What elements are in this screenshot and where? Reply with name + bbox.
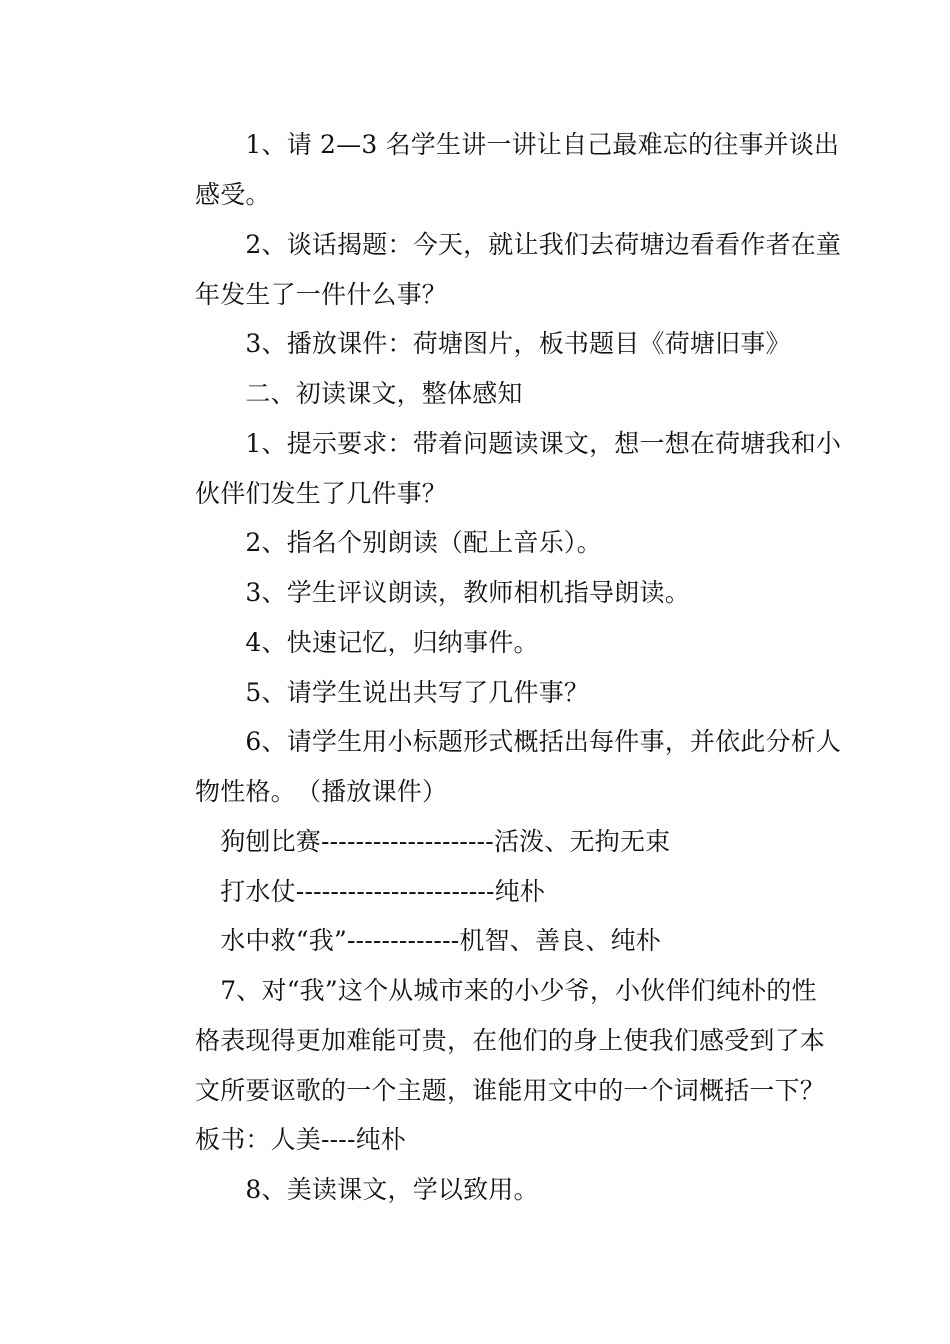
list-item: 狗刨比赛--------------------活泼、无拘无束 <box>195 827 671 856</box>
text-line: 文所要讴歌的一个主题，谁能用文中的一个词概括一下？ <box>195 1076 826 1105</box>
text-line: 年发生了一件什么事？ <box>195 280 448 309</box>
text-line: 7、对“我”这个从城市来的小少爷，小伙伴们纯朴的性 <box>195 976 817 1005</box>
text-line: 板书：人美----纯朴 <box>195 1125 406 1154</box>
text-line: 3、学生评议朗读，教师相机指导朗读。 <box>195 578 690 607</box>
text-line: 格表现得更加难能可贵，在他们的身上使我们感受到了本 <box>195 1026 826 1055</box>
text-line: 伙伴们发生了几件事？ <box>195 479 448 508</box>
text-line: 3、播放课件：荷塘图片，板书题目《荷塘旧事》 <box>195 329 791 358</box>
section-heading: 二、初读课文，整体感知 <box>195 379 523 408</box>
text-line: 2、谈话揭题：今天，就让我们去荷塘边看看作者在童 <box>195 230 842 259</box>
text-line: 8、美读课文，学以致用。 <box>195 1175 539 1204</box>
list-item: 水中救“我”-------------机智、善良、纯朴 <box>195 926 661 955</box>
text-line: 6、请学生用小标题形式概括出每件事，并依此分析人 <box>195 727 842 756</box>
list-item: 打水仗-----------------------纯朴 <box>195 877 546 906</box>
text-line: 1、提示要求：带着问题读课文，想一想在荷塘我和小 <box>195 429 842 458</box>
text-line: 感受。 <box>195 180 271 209</box>
text-line: 4、快速记忆，归纳事件。 <box>195 628 539 657</box>
text-line: 5、请学生说出共写了几件事？ <box>195 678 590 707</box>
text-line: 2、指名个别朗读（配上音乐）。 <box>195 528 602 557</box>
text-line: 1、请 2—3 名学生讲一讲让自己最难忘的往事并谈出 <box>195 130 840 159</box>
text-line: 物性格。 （播放课件） <box>195 777 448 806</box>
